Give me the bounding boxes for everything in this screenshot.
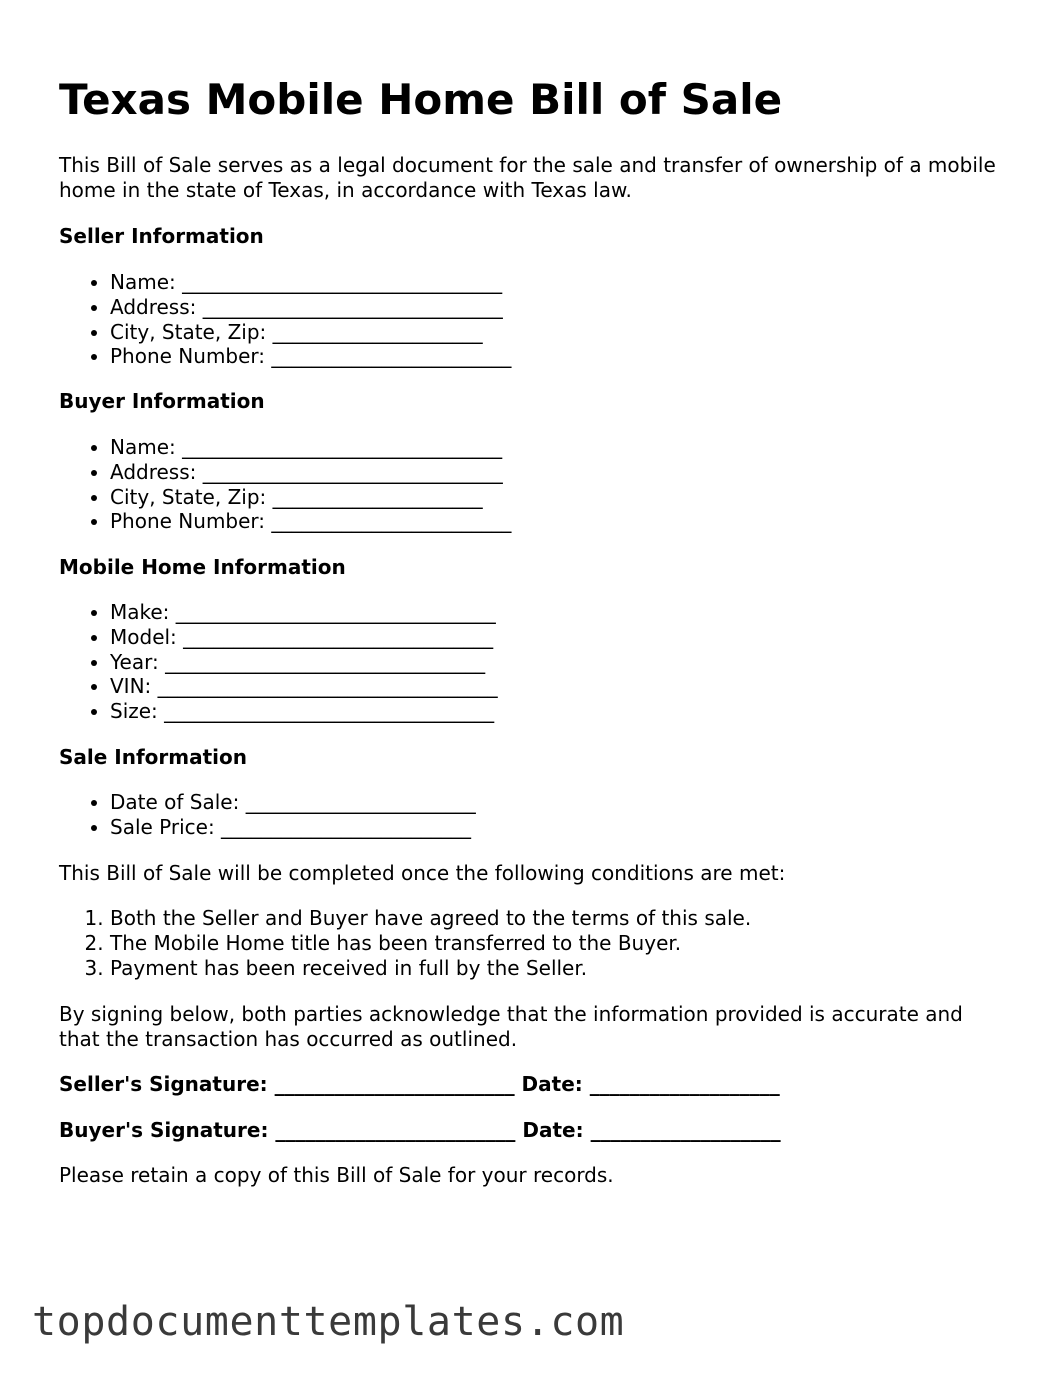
buyer-name-field: • Name: ________________________________ bbox=[110, 435, 511, 460]
retain-note: Please retain a copy of this Bill of Sale for your records. bbox=[59, 1163, 614, 1187]
document-title: Texas Mobile Home Bill of Sale bbox=[59, 75, 783, 124]
conditions-intro: This Bill of Sale will be completed once the following conditions are met: bbox=[59, 861, 786, 885]
size-field: • Size: _________________________________ bbox=[110, 699, 498, 724]
vin-field: • VIN: __________________________________ bbox=[110, 674, 498, 699]
date-of-sale-field: • Date of Sale: _______________________ bbox=[110, 790, 476, 815]
conditions-list bbox=[59, 906, 751, 980]
seller-signature-line: Seller's Signature: ________________________ Date: ___________________ bbox=[59, 1072, 780, 1096]
mobile-home-fields-list bbox=[59, 600, 498, 724]
buyer-heading: Buyer Information bbox=[59, 389, 265, 413]
buyer-fields-list bbox=[59, 435, 511, 534]
seller-heading: Seller Information bbox=[59, 224, 264, 248]
buyer-address-field: • Address: ______________________________ bbox=[110, 460, 511, 485]
seller-fields-list bbox=[59, 270, 511, 369]
buyer-city-state-zip-field: • City, State, Zip: _____________________ bbox=[110, 485, 511, 510]
condition-item: 1. Both the Seller and Buyer have agreed to the terms of this sale. bbox=[110, 906, 751, 931]
watermark-text: topdocumenttemplates.com bbox=[32, 1299, 625, 1345]
year-field: • Year: ________________________________ bbox=[110, 650, 498, 675]
seller-name-field: • Name: ________________________________ bbox=[110, 270, 511, 295]
sale-fields-list bbox=[59, 790, 476, 840]
mobile-home-heading: Mobile Home Information bbox=[59, 555, 346, 579]
condition-item: 2. The Mobile Home title has been transferred to the Buyer. bbox=[110, 931, 751, 956]
model-field: • Model: _______________________________ bbox=[110, 625, 498, 650]
make-field: • Make: ________________________________ bbox=[110, 600, 498, 625]
seller-phone-field: • Phone Number: ________________________ bbox=[110, 344, 511, 369]
acknowledgement-paragraph: By signing below, both parties acknowledge that the information provided is accurate and that the transaction has occurred as outlined. bbox=[59, 1002, 963, 1051]
intro-paragraph: This Bill of Sale serves as a legal document for the sale and transfer of ownership of a mobile home in the state of Texas, in accordance with Texas law. bbox=[59, 153, 996, 202]
buyer-phone-field: • Phone Number: ________________________ bbox=[110, 509, 511, 534]
buyer-signature-line: Buyer's Signature: ________________________ Date: ___________________ bbox=[59, 1118, 781, 1142]
condition-item: 3. Payment has been received in full by the Seller. bbox=[110, 956, 751, 981]
sale-heading: Sale Information bbox=[59, 745, 247, 769]
sale-price-field: • Sale Price: _________________________ bbox=[110, 815, 476, 840]
seller-city-state-zip-field: • City, State, Zip: _____________________ bbox=[110, 320, 511, 345]
seller-address-field: • Address: ______________________________ bbox=[110, 295, 511, 320]
